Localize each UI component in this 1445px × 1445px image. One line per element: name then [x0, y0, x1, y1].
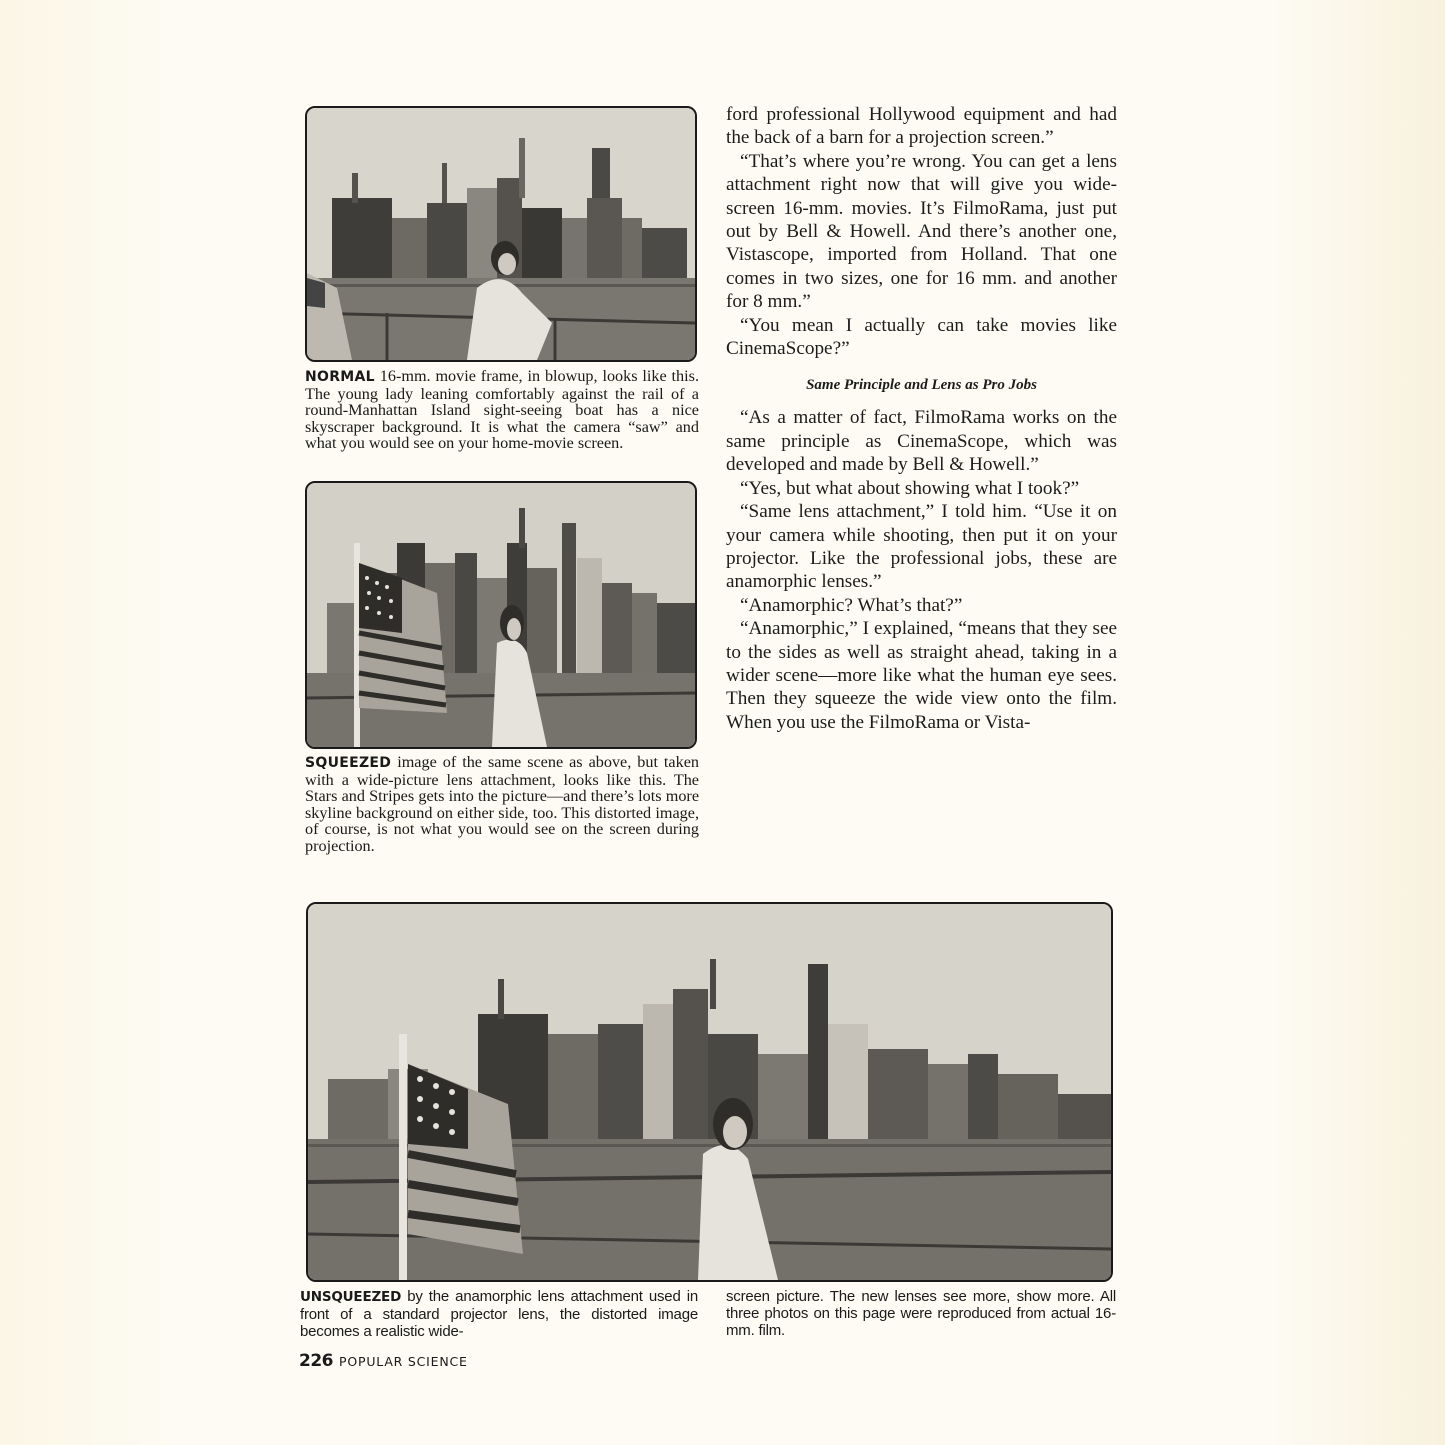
caption-unsqueezed-text-right: screen picture. The new lenses see more, show more. All three photos on this page were reproduced from actual 16-mm. film. [726, 1288, 1116, 1340]
page-number: 226 [299, 1351, 333, 1371]
caption-unsqueezed-text-left: by the anamorphic lens attachment used in front of a standard projector lens, the distorted image becomes a realistic wide- [300, 1288, 698, 1341]
article-paragraph: “Anamorphic? What’s that?” [740, 594, 963, 616]
photo-normal-frame [305, 106, 697, 362]
article-paragraph: ford professional Hollywood equipment and had the back of a barn for a projection screen.” [726, 104, 1117, 149]
skyline-photo-normal [307, 108, 695, 360]
article-paragraph: “Same lens attachment,” I told him. “Use it on your camera while shooting, then put it on your projector. Like the professional jobs, these are anamorphic lenses.” [726, 501, 1117, 593]
caption-normal [305, 368, 699, 452]
caption-squeezed-lead: SQUEEZED [305, 755, 392, 771]
caption-normal-text: 16-mm. movie frame, in blowup, looks like this. The young lady leaning comfortably against the rail of a round-Manhattan Island sight-seeing boat has a nice skyscraper background. It is what the camera “saw” and what you would see on your home-movie screen. [305, 367, 699, 453]
article-paragraph: “You mean I actually can take movies like CinemaScope?” [726, 314, 1117, 360]
page-folio [299, 1351, 468, 1371]
caption-normal-lead: NORMAL [305, 369, 375, 385]
article-paragraph: “Anamorphic,” I explained, “means that they see to the sides as well as straight ahead, taking in a wider scene—more like what the human eye sees. Then they squeeze the wide view onto the film. When you use the FilmoRama or Vista- [726, 618, 1117, 733]
magazine-name: POPULAR SCIENCE [339, 1354, 468, 1369]
caption-unsqueezed-lead: UNSQUEEZED [300, 1289, 402, 1305]
article-paragraph: “Yes, but what about showing what I took?” [740, 477, 1080, 499]
article-paragraph: “As a matter of fact, FilmoRama works on the same principle as CinemaScope, which was developed and made by Bell & Howell.” [726, 407, 1117, 476]
article-paragraph: “That’s where you’re wrong. You can get a lens attachment right now that will give you wide-screen 16-mm. movies. It’s FilmoRama, just put out by Bell & Howell. And there’s another one, Vistascope, imported from Holland. That one comes in two sizes, one for 16 mm. and another for 8 mm.” [726, 150, 1117, 313]
caption-squeezed-text: image of the same scene as above, but taken with a wide-picture lens attachment, looks like this. The Stars and Stripes gets into the picture—and there’s lots more skyline background on either side, too. This distorted image, of course, is not what you would see on the screen during projection. [305, 753, 699, 855]
photo-unsqueezed-frame [306, 902, 1113, 1282]
caption-squeezed [305, 754, 699, 855]
photo-squeezed-frame [305, 481, 697, 749]
skyline-photo-squeezed [307, 483, 695, 747]
caption-unsqueezed-left [300, 1288, 698, 1341]
article-column [726, 103, 1117, 734]
article-subhead: Same Principle and Lens as Pro Jobs [806, 377, 1037, 394]
caption-unsqueezed-right [726, 1288, 1116, 1340]
skyline-photo-unsqueezed [308, 904, 1111, 1280]
